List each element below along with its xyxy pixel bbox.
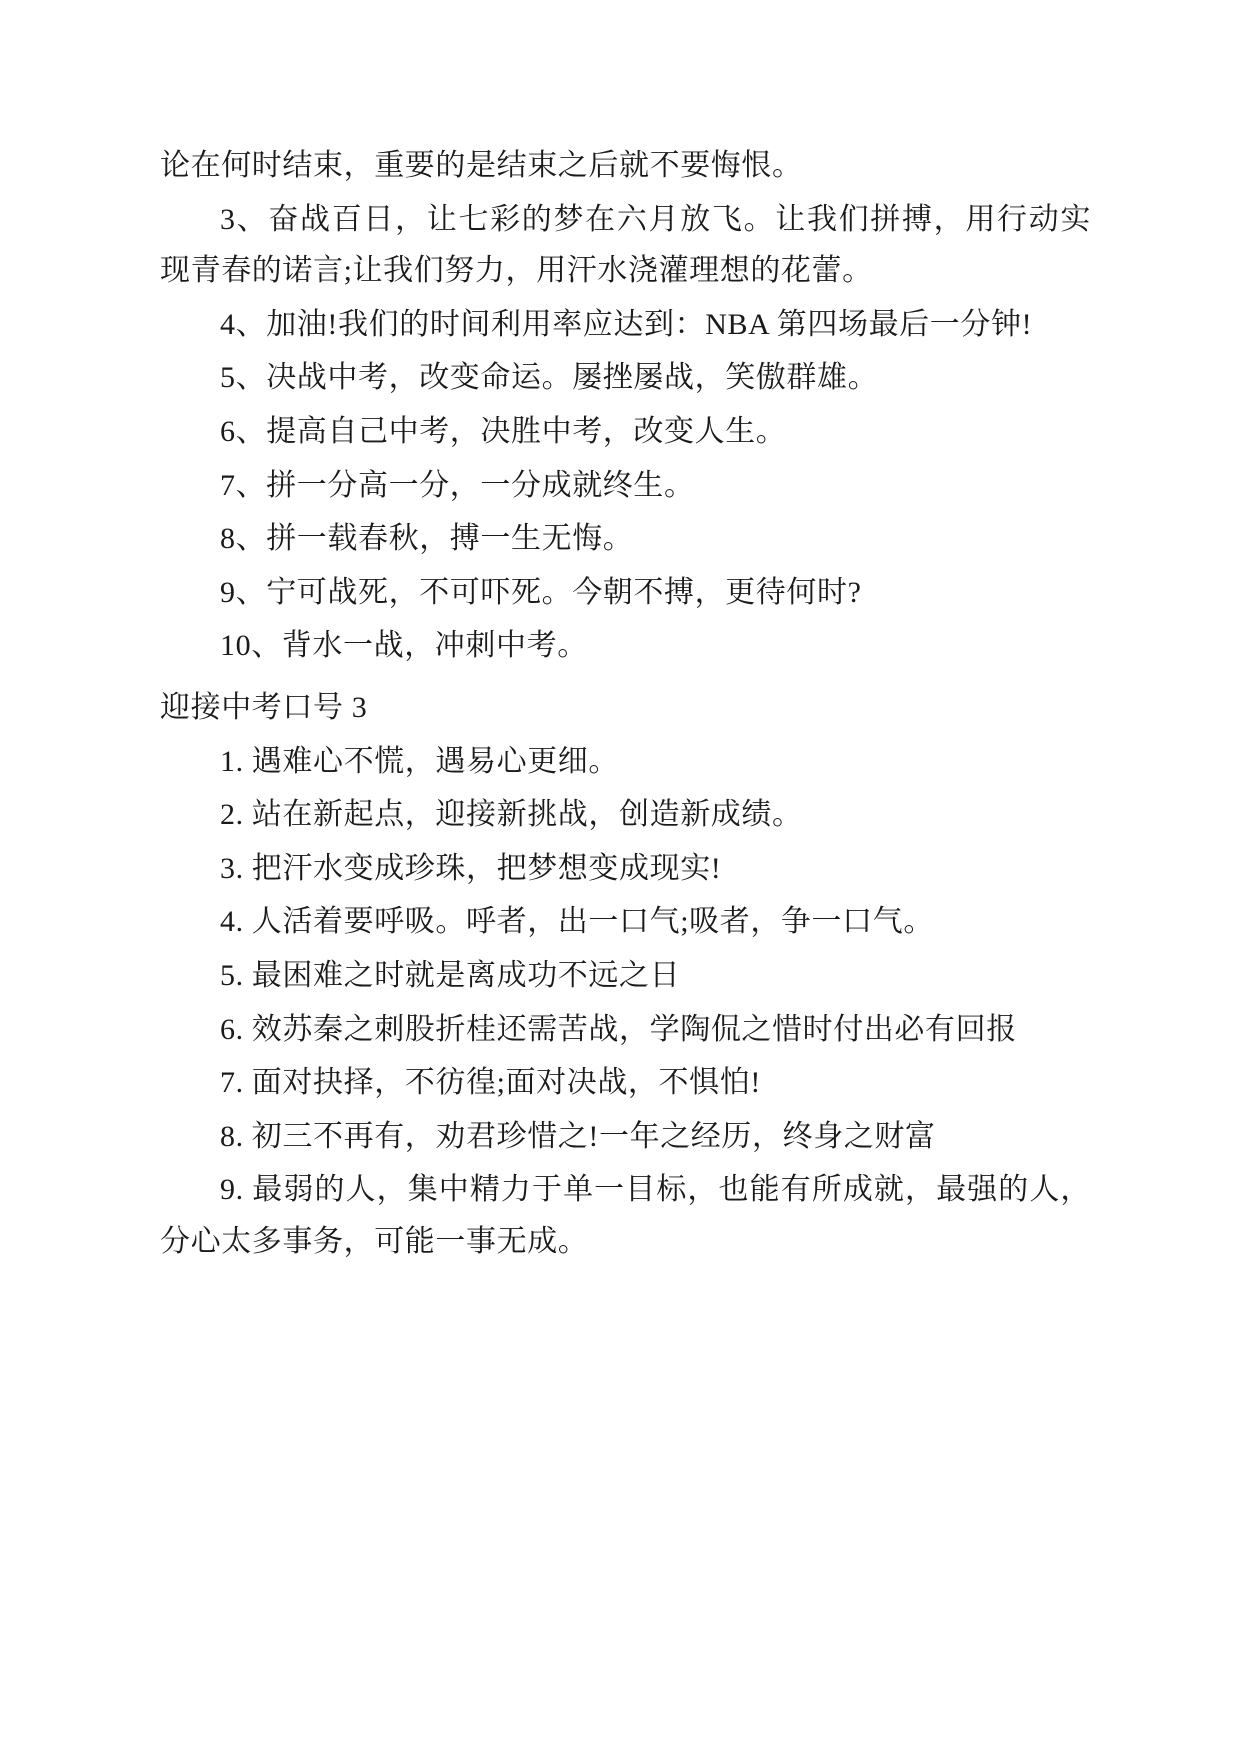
- list-item: 5. 最困难之时就是离成功不远之日: [220, 958, 681, 992]
- list-item: 2. 站在新起点，迎接新挑战，创造新成绩。: [220, 798, 803, 832]
- document-body: [160, 140, 1091, 1267]
- list-item: 1. 遇难心不慌，遇易心更细。: [220, 744, 619, 778]
- list-item: 3、奋战百日，让七彩的梦在六月放飞。让我们拼搏，用行动实现青春的诺言;让我们努力，用汗水浇灌理想的花蕾。: [160, 202, 1091, 288]
- list-item: 9. 最弱的人，集中精力于单一目标，也能有所成就，最强的人，分心太多事务，可能一事无成。: [160, 1173, 1091, 1258]
- list-item: 4、加油!我们的时间利用率应达到：NBA 第四场最后一分钟!: [220, 307, 1033, 341]
- list-item: 3. 把汗水变成珍珠，把梦想变成现实!: [220, 851, 722, 885]
- list-item: 7. 面对抉择，不彷徨;面对决战，不惧怕!: [220, 1066, 761, 1100]
- list-item: 8. 初三不再有，劝君珍惜之!一年之经历，终身之财富: [220, 1119, 936, 1153]
- section-heading: 迎接中考口号 3: [160, 690, 368, 724]
- list-item: 8、拼一载春秋，搏一生无悔。: [220, 522, 634, 556]
- paragraph-continuation: 论在何时结束，重要的是结束之后就不要悔恨。: [160, 149, 803, 182]
- list-item: 9、宁可战死，不可吓死。今朝不搏，更待何时?: [220, 575, 862, 609]
- list-item: 6. 效苏秦之刺股折桂还需苦战，学陶侃之惜时付出必有回报: [220, 1012, 1017, 1046]
- list-item: 4. 人活着要呼吸。呼者，出一口气;吸者，争一口气。: [220, 905, 934, 939]
- list-item: 10、背水一战，冲刺中考。: [220, 629, 588, 663]
- list-item: 5、决战中考，改变命运。屡挫屡战，笑傲群雄。: [220, 361, 879, 395]
- list-item: 6、提高自己中考，决胜中考，改变人生。: [220, 414, 787, 448]
- list-item: 7、拼一分高一分，一分成就终生。: [220, 468, 695, 502]
